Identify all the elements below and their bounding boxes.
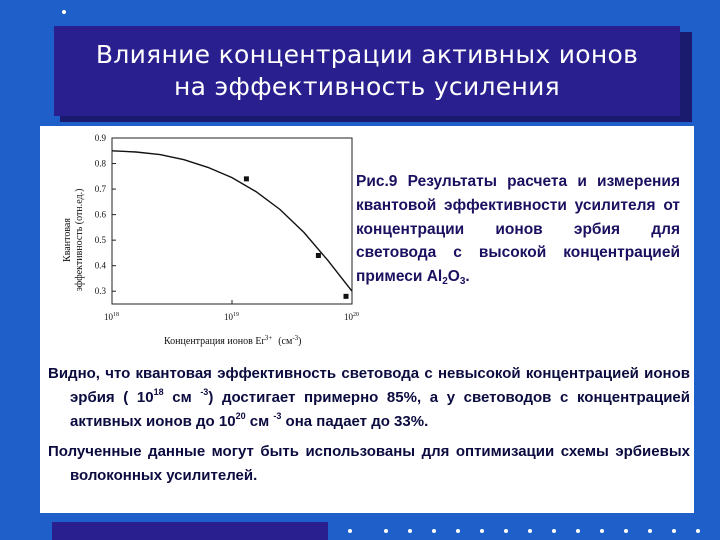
decor-dot <box>552 529 556 533</box>
decor-dot <box>504 529 508 533</box>
body-text <box>48 362 690 494</box>
x-tick-label: $10^{20}$ <box>344 312 359 322</box>
decor-dot <box>480 529 484 533</box>
y-ticks <box>95 133 116 296</box>
caption-mid: O <box>447 268 460 286</box>
y-tick-label: 0.3 <box>94 286 106 297</box>
caption-text: Результаты расчета и измерения квантовой эффективности усилителя от концентрации ионов эрбия для световода с высокой концентрацией примеси Al <box>356 173 680 286</box>
p1-sup2: -3 <box>200 387 209 397</box>
data-point <box>244 176 249 181</box>
y-tick-label: 0.6 <box>94 209 106 220</box>
fit-curve <box>112 151 352 291</box>
x-axis-unit: (см <box>278 336 293 347</box>
decor-dot <box>648 529 652 533</box>
chart <box>56 128 359 350</box>
figure-caption <box>356 170 680 289</box>
y-axis-title-line2: эффективность (отн.ед.) <box>74 188 85 292</box>
decor-dot <box>672 529 676 533</box>
decor-dot <box>432 529 436 533</box>
p1-sup4: -3 <box>273 411 282 421</box>
x-tick-label: $10^{18}$ <box>104 312 119 322</box>
bottom-bar <box>52 522 328 540</box>
y-tick-label: 0.4 <box>94 260 106 271</box>
y-axis-title <box>62 189 85 292</box>
p1-c: ) достигает примерно 85%, а у световодов с концентрацией активных ионов до 10 <box>70 389 690 430</box>
paragraph-1 <box>48 362 690 434</box>
data-point <box>344 294 349 299</box>
caption-fig: Рис.9 <box>356 173 398 190</box>
slide-title <box>54 26 680 116</box>
p1-d: см <box>245 413 274 430</box>
x-axis-title <box>164 334 302 347</box>
slide-title-line1: Влияние концентрации активных ионов <box>95 40 639 69</box>
y-tick-label: 0.5 <box>94 235 106 246</box>
y-axis-title-line1: Квантовая <box>62 218 73 262</box>
decor-dot <box>576 529 580 533</box>
x-axis-unit-end: ) <box>298 336 302 347</box>
y-tick-label: 0.8 <box>94 158 106 169</box>
p1-sup1: 18 <box>153 387 164 397</box>
data-point <box>316 253 321 258</box>
caption-sub1: 2 <box>442 276 448 288</box>
y-tick-label: 0.9 <box>94 133 106 143</box>
p1-b: см <box>163 389 201 406</box>
caption-end: . <box>465 268 470 286</box>
caption-sub2: 3 <box>459 276 466 288</box>
x-tick-label: $10^{19}$ <box>224 312 239 322</box>
decor-dot <box>348 529 352 533</box>
decor-dot <box>696 529 700 533</box>
decor-dot <box>624 529 628 533</box>
decor-dot <box>408 529 412 533</box>
x-axis-title-sup: 3+ <box>264 334 273 342</box>
decor-dot <box>528 529 532 533</box>
decor-dot <box>384 529 388 533</box>
x-axis-title-text: Концентрация ионов Er <box>164 336 265 347</box>
p1-e: она падает до 33%. <box>281 413 429 430</box>
y-tick-label: 0.7 <box>94 184 106 195</box>
decor-dot <box>62 10 66 14</box>
decor-dot <box>456 529 460 533</box>
p1-sup3: 20 <box>235 411 246 421</box>
plot-frame <box>112 138 352 304</box>
decor-dot <box>600 529 604 533</box>
x-ticks <box>104 300 359 322</box>
slide-title-line2: на эффективность усиления <box>173 72 560 101</box>
paragraph-2: Полученные данные могут быть использованы для оптимизации схемы эрбиевых волоконных усилителей. <box>48 443 690 484</box>
p1-a: Видно, что квантовая эффективность световода с невысокой концентрацией ионов эрбия ( 10 <box>48 365 690 406</box>
x-axis-unit-sup: -3 <box>292 334 299 342</box>
